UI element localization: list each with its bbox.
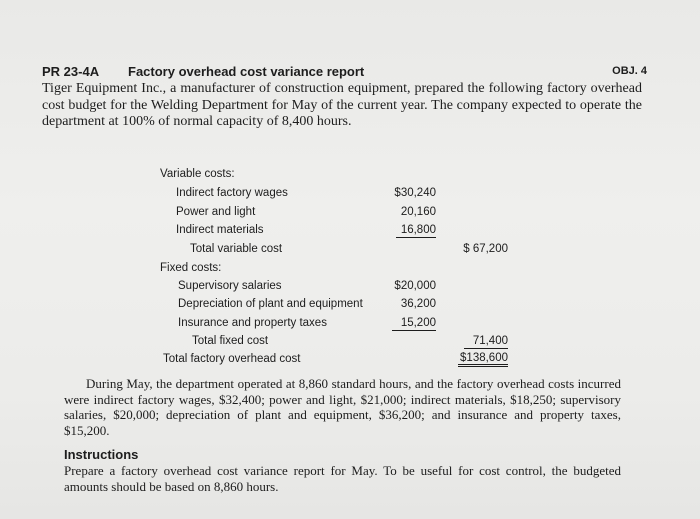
- total-fixed-amount: 71,400: [464, 335, 508, 349]
- budget-row-amount: 15,200: [392, 317, 436, 331]
- budget-row-amount: 20,160: [400, 206, 436, 218]
- total-fixed-label: Total fixed cost: [192, 335, 269, 347]
- instructions-text: Prepare a factory overhead cost variance report for May. To be useful for cost control, the budgeted amounts should be based on 8,860 hours.: [64, 463, 621, 494]
- budget-row-amount: $20,000: [394, 280, 436, 292]
- objective-label: OBJ. 4: [612, 65, 647, 77]
- intro-paragraph: Tiger Equipment Inc., a manufacturer of construction equipment, prepared the following factory overhead cost budget for the Welding Department for May of the current year. The company expected to operate the department at 100% of normal capacity of 8,400 hours.: [42, 81, 642, 129]
- budget-row-label: Indirect factory wages: [176, 187, 288, 199]
- variable-costs-heading: Variable costs:: [160, 168, 235, 180]
- problem-id: PR 23-4A: [42, 64, 100, 79]
- budget-row-label: Indirect materials: [176, 224, 264, 236]
- budget-row-amount: 16,800: [396, 224, 436, 238]
- actual-costs-paragraph: During May, the department operated at 8,860 standard hours, and the factory overhead costs incurred were indirect factory wages, $32,400; power and light, $21,000; indirect materials, $18,250; supervisory salaries, $20,000; depreciation of plant and equipment, $36,200; and insurance and property taxes, $15,200.: [64, 376, 621, 438]
- total-overhead-amount: $138,600: [458, 352, 508, 367]
- fixed-costs-heading: Fixed costs:: [160, 262, 222, 274]
- instructions-heading: Instructions: [64, 447, 139, 462]
- budget-row-label: Depreciation of plant and equipment: [178, 298, 363, 310]
- budget-row-label: Supervisory salaries: [178, 280, 282, 292]
- total-variable-amount: $ 67,200: [463, 243, 508, 255]
- problem-title: Factory overhead cost variance report: [128, 64, 365, 79]
- total-overhead-label: Total factory overhead cost: [163, 353, 301, 365]
- budget-row-label: Power and light: [176, 206, 256, 218]
- budget-row-label: Insurance and property taxes: [178, 317, 327, 329]
- total-variable-label: Total variable cost: [190, 243, 283, 255]
- budget-row-amount: $30,240: [394, 187, 436, 199]
- budget-row-amount: 36,200: [400, 298, 436, 310]
